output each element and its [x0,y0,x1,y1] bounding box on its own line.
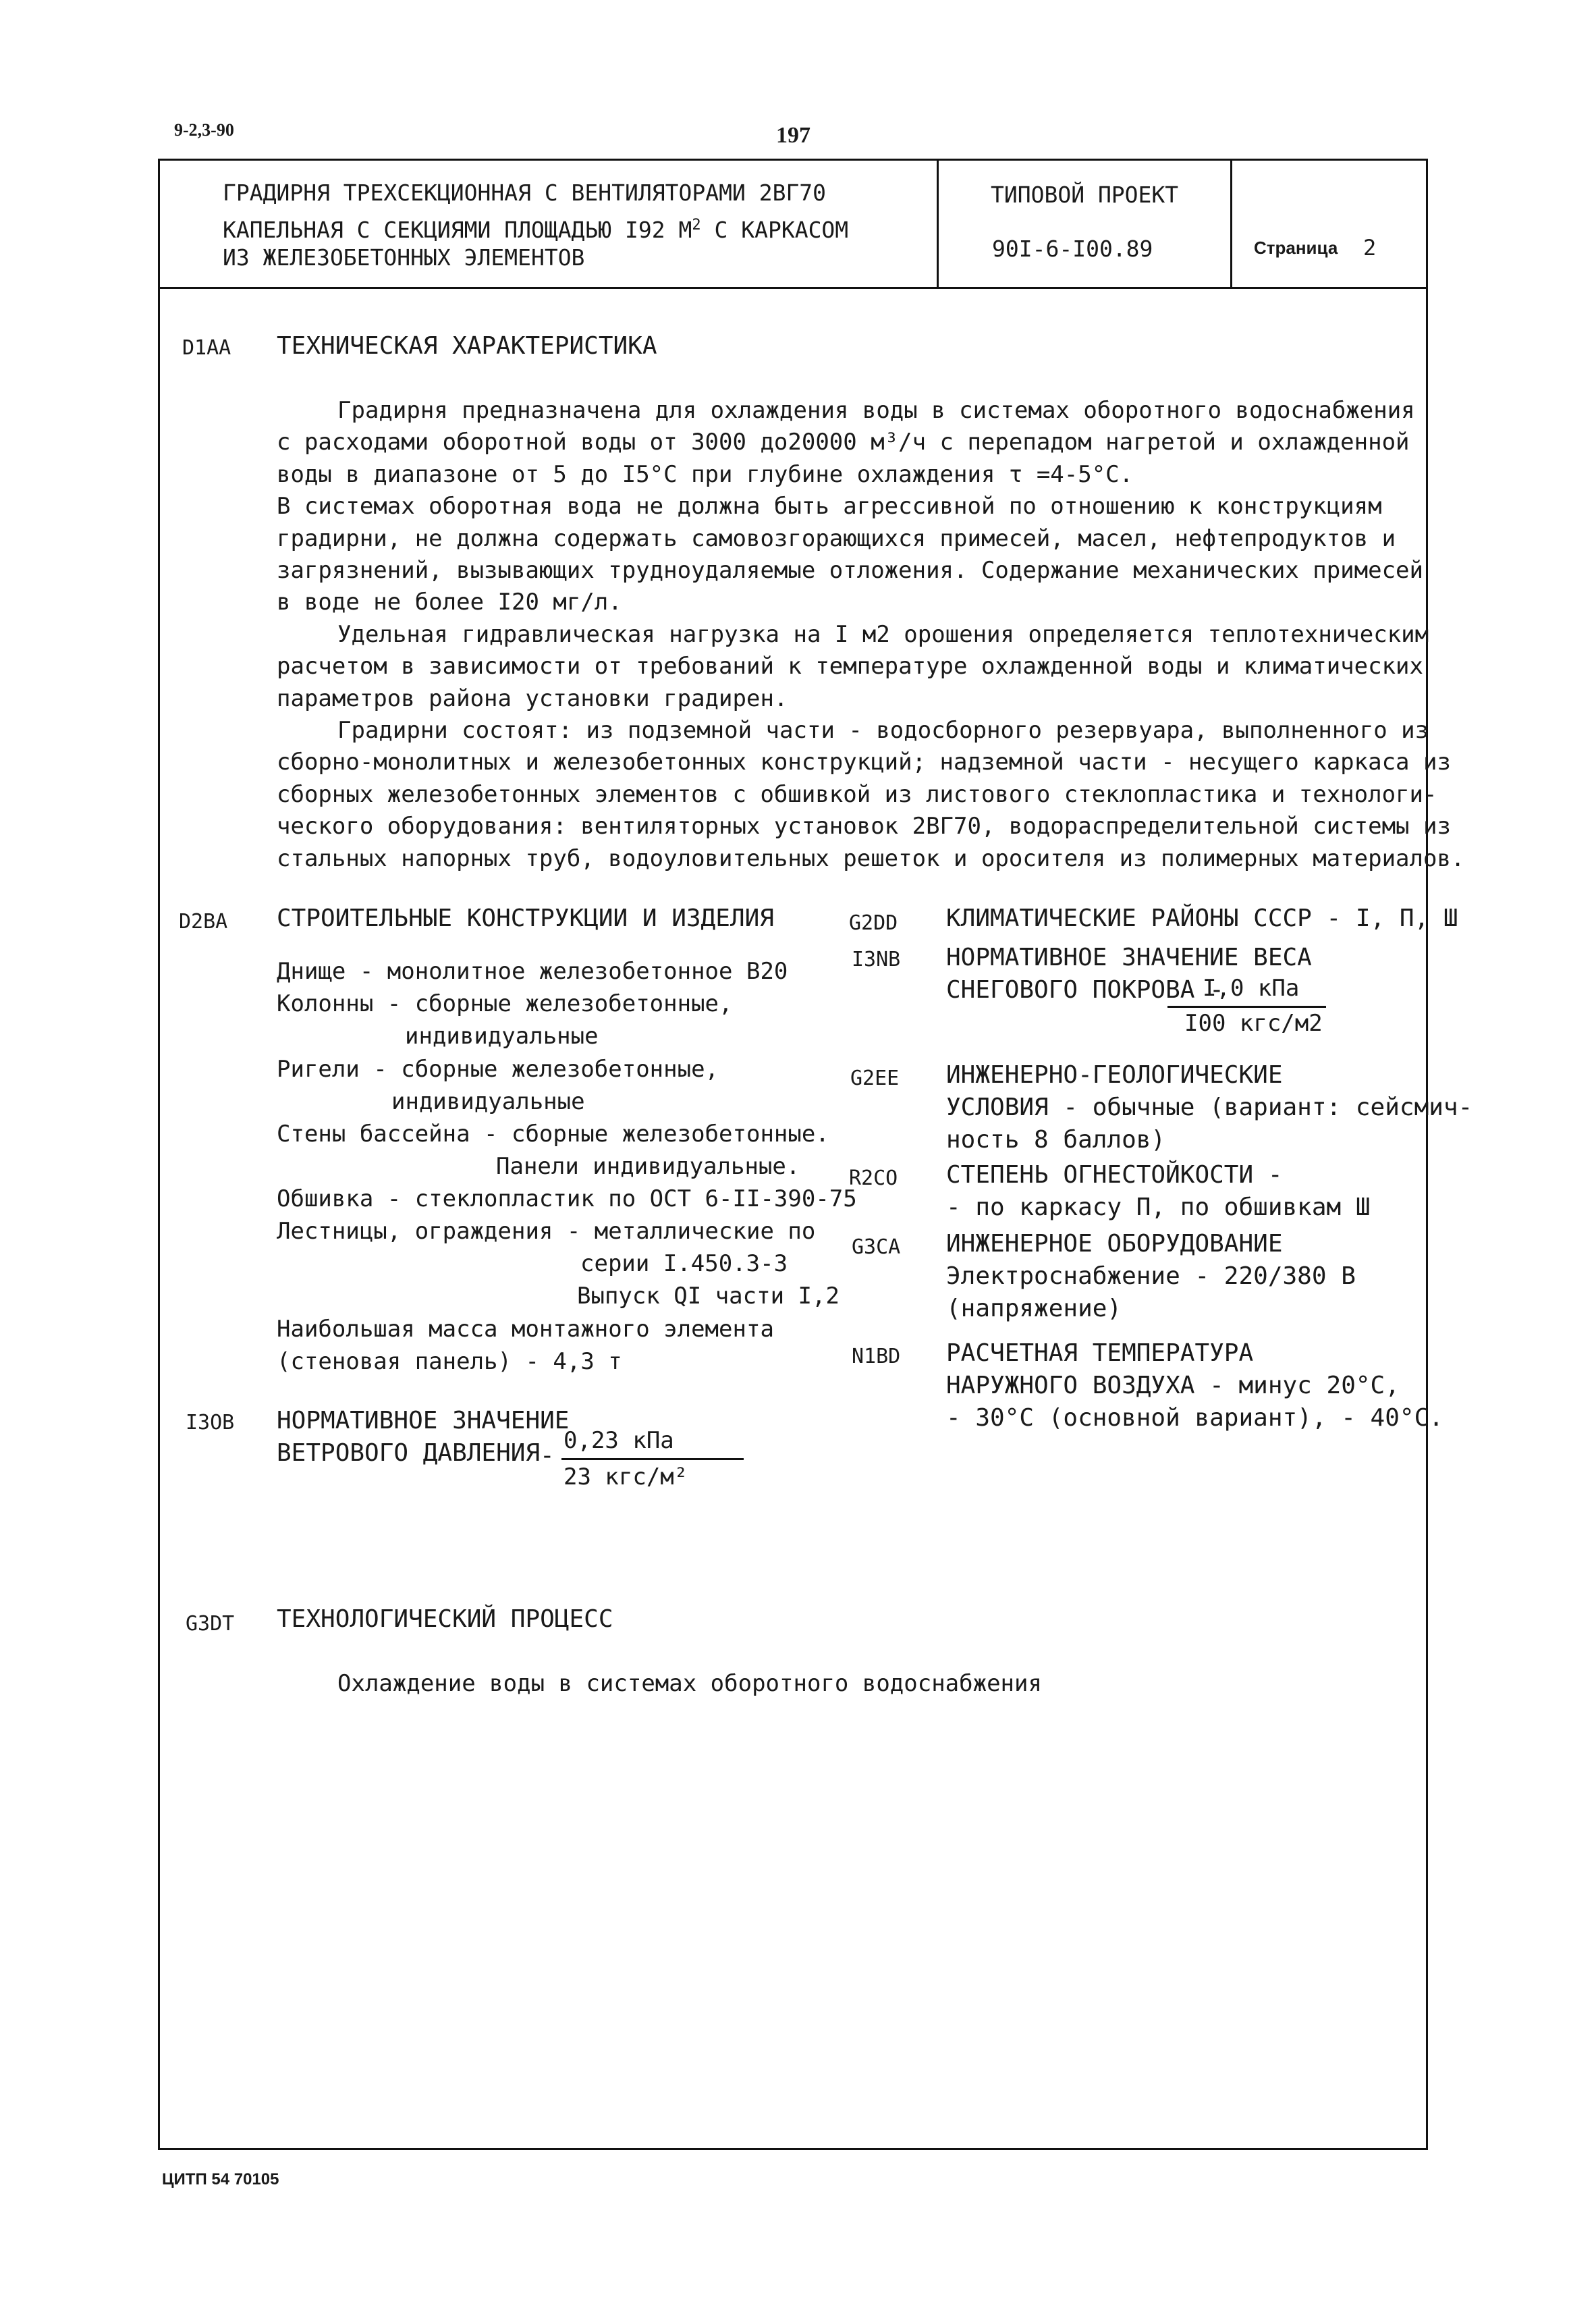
geology-line-2: ность 8 баллов) [946,1126,1166,1154]
section-code-geology: G2EE [850,1067,900,1090]
process-text: Охлаждение воды в системах оборотного водоснабжения [337,1670,1042,1697]
construction-line-1: Колонны - сборные железобетонные, [277,990,733,1017]
construction-line-12: (стеновая панель) - 4,3 т [277,1348,622,1375]
equipment-line-1: Электроснабжение - 220/380 В [946,1262,1356,1290]
climate-text: КЛИМАТИЧЕСКИЕ РАЙОНЫ СССР - I, П, Ш [946,905,1458,932]
fire-line-0: СТЕПЕНЬ ОГНЕСТОЙКОСТИ - [946,1161,1283,1189]
wind-dash: - [540,1442,555,1470]
construction-line-5: Стены бассейна - сборные железобетонные. [277,1121,829,1148]
construction-line-0: Днище - монолитное железобетонное В20 [277,958,788,985]
wind-denominator: 23 кгс/м² [563,1463,688,1490]
tech-line-7: Удельная гидравлическая нагрузка на I м2 орошения определяется теплотехническим [337,620,1429,648]
page-number: 197 [776,123,810,148]
section-code-snow: I3NB [852,948,901,971]
title-line-2-text: КАПЕЛЬНАЯ С СЕКЦИЯМИ ПЛОЩАДЬЮ I92 М [223,217,692,243]
project-label: ТИПОВОЙ ПРОЕКТ [991,182,1179,208]
tech-line-3: В системах оборотная вода не должна быть агрессивной по отношению к конструкциям [277,493,1382,520]
section-heading-constructions: СТРОИТЕЛЬНЫЕ КОНСТРУКЦИИ И ИЗДЕЛИЯ [277,905,774,932]
title-col-divider-2 [1230,159,1232,288]
section-code-equipment: G3CA [852,1235,901,1259]
doc-code: 9-2,3-90 [174,120,234,140]
wind-heading-1: НОРМАТИВНОЕ ЗНАЧЕНИЕ [277,1407,570,1434]
temperature-line-1: НАРУЖНОГО ВОЗДУХА - минус 20°С, [946,1372,1400,1399]
temperature-line-0: РАСЧЕТНАЯ ТЕМПЕРАТУРА [946,1339,1254,1367]
wind-heading-2: ВЕТРОВОГО ДАВЛЕНИЯ [277,1439,541,1467]
construction-line-2: индивидуальные [405,1023,599,1050]
snow-denominator: I00 кгс/м2 [1184,1010,1323,1037]
page-value: 2 [1363,235,1377,261]
construction-line-6: Панели индивидуальные. [496,1153,800,1180]
tech-line-1: с расходами оборотной воды от 3000 до20000 м³/ч с перепадом нагретой и охлажденной [277,429,1410,456]
title-col-divider-1 [937,159,939,288]
tech-line-6: в воде не более I20 мг/л. [277,589,622,616]
section-code-temperature: N1BD [852,1345,901,1368]
section-code-process: G3DT [186,1612,235,1636]
fire-line-1: - по каркасу П, по обшивкам Ш [946,1193,1371,1221]
tech-line-14: стальных напорных труб, водоуловительных решеток и оросителя из полимерных материалов. [277,844,1465,872]
snow-line-2: СНЕГОВОГО ПОКРОВА - [946,976,1224,1004]
tech-line-9: параметров района установки градирен. [277,684,788,712]
title-line-2-tail: С КАРКАСОМ [700,217,849,243]
title-line-3: ИЗ ЖЕЛЕЗОБЕТОННЫХ ЭЛЕМЕНТОВ [223,244,585,271]
construction-line-3: Ригели - сборные железобетонные, [277,1056,719,1083]
section-code-wind: I3OB [186,1411,235,1434]
tech-line-0: Градирня предназначена для охлаждения воды в системах оборотного водоснабжения [337,397,1415,424]
construction-line-11: Наибольшая масса монтажного элемента [277,1316,774,1343]
project-number: 90I-6-I00.89 [992,236,1153,262]
construction-line-10: Выпуск QI части I,2 [577,1283,840,1310]
section-heading-process: ТЕХНОЛОГИЧЕСКИЙ ПРОЦЕСС [277,1605,613,1633]
footer-code: ЦИТП 54 70105 [162,2170,279,2188]
geology-line-1: УСЛОВИЯ - обычные (вариант: сейсмич- [946,1094,1473,1121]
equipment-line-0: ИНЖЕНЕРНОЕ ОБОРУДОВАНИЕ [946,1230,1283,1258]
page-label: Страница [1254,238,1338,258]
wind-fraction-line [561,1458,744,1460]
equipment-line-2: (напряжение) [946,1295,1122,1322]
tech-line-11: сборно-монолитных и железобетонных конструкций; надземной части - несущего каркаса из [277,749,1451,776]
section-code-climate: G2DD [849,911,898,935]
section-code-tech: D1AA [182,336,231,360]
geology-line-0: ИНЖЕНЕРНО-ГЕОЛОГИЧЕСКИЕ [946,1061,1283,1089]
snow-line-1: НОРМАТИВНОЕ ЗНАЧЕНИЕ ВЕСА [946,944,1312,971]
construction-line-7: Обшивка - стеклопластик по ОСТ 6-II-390-75 [277,1185,857,1212]
temperature-line-2: - 30°С (основной вариант), - 40°С. [946,1404,1443,1432]
wind-numerator: 0,23 кПа [563,1427,674,1454]
section-heading-tech: ТЕХНИЧЕСКАЯ ХАРАКТЕРИСТИКА [277,332,657,360]
tech-line-12: сборных железобетонных элементов с обшивкой из листового стеклопластика и технологи- [277,780,1437,808]
section-code-fire: R2CO [849,1166,898,1190]
title-sup: 2 [692,217,701,234]
tech-line-2: воды в диапазоне от 5 до I5°С при глубине охлаждения τ =4-5°С. [277,460,1134,488]
construction-line-9: серии I.450.3-3 [580,1250,788,1277]
title-divider [158,287,1428,289]
tech-line-13: ческого оборудования: вентиляторных установок 2ВГ70, водораспределительной системы из [277,813,1451,840]
tech-line-10: Градирни состоят: из подземной части - водосборного резервуара, выполненного из [337,717,1429,744]
title-line-1: ГРАДИРНЯ ТРЕХСЕКЦИОННАЯ С ВЕНТИЛЯТОРАМИ 2ВГ70 [223,180,827,206]
snow-numerator: I,0 кПа [1203,975,1300,1002]
construction-line-4: индивидуальные [391,1088,585,1115]
tech-line-4: градирни, не должна содержать самовозгорающихся примесей, масел, нефтепродуктов и [277,525,1396,552]
construction-line-8: Лестницы, ограждения - металлические по [277,1218,816,1245]
section-code-constructions: D2BA [179,910,228,934]
tech-line-5: загрязнений, вызывающих трудноудаляемые отложения. Содержание механических примесей [277,557,1423,584]
title-line-2 [223,209,848,246]
tech-line-8: расчетом в зависимости от требований к температуре охлажденной воды и климатических [277,653,1423,680]
